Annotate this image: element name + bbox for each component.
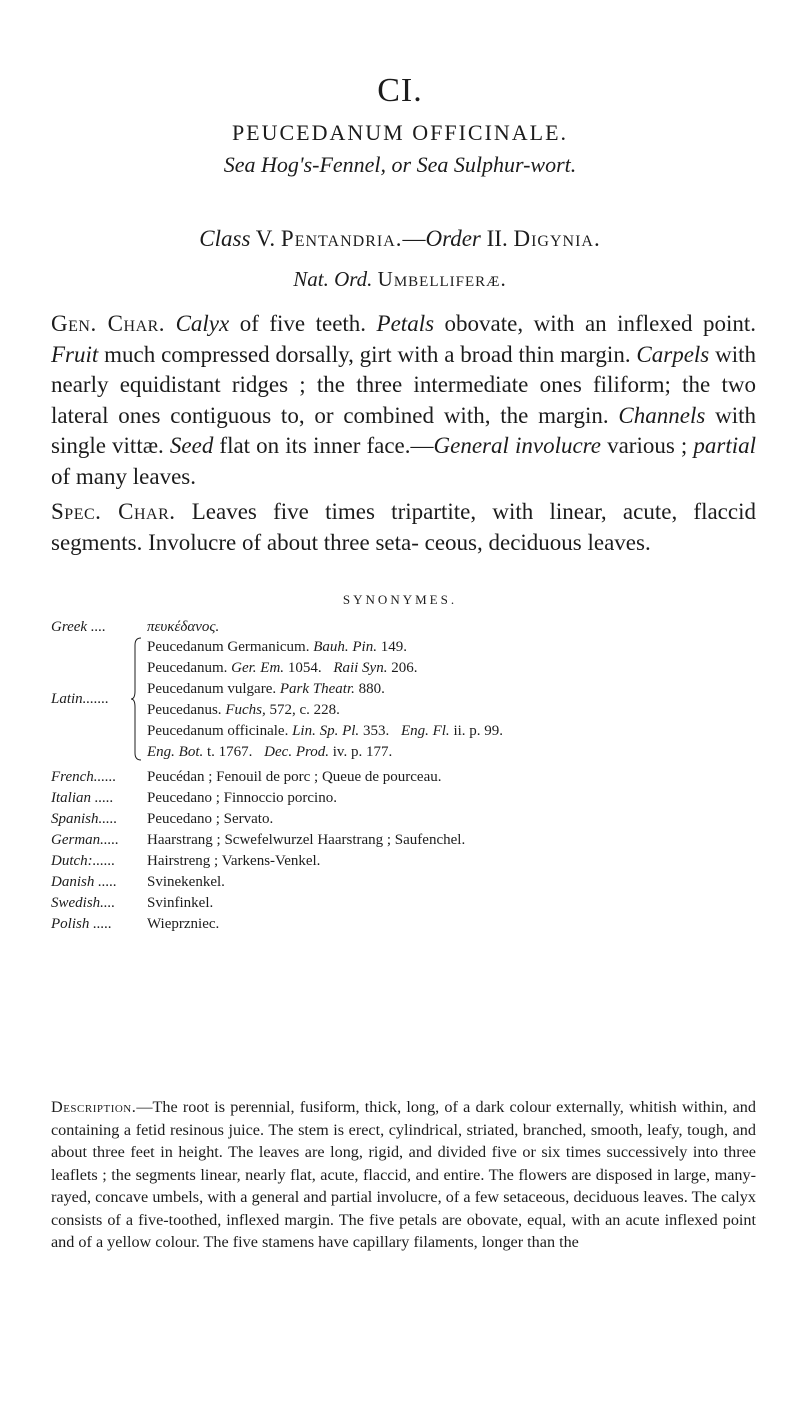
latin-synonym-name: Peucedanum. [147,660,232,676]
synonym-value: Peucédan ; Fenouil de porc ; Queue de pourceau. [147,769,442,785]
latin-synonym-ref: Park Theatr. [279,681,359,697]
class-value: V. [255,226,276,251]
natural-order [0,267,800,292]
latin-synonym-line [147,723,503,740]
generic-character-run: obovate, with an inflexed point. [434,311,757,336]
natural-order-value: Umbelliferæ. [377,267,507,291]
description-lead: Description. [51,1098,137,1116]
generic-character-run: of many leaves. [51,463,196,489]
synonym-language: Swedish.... [51,895,116,911]
latin-synonym-line [147,660,417,677]
latin-brace [131,637,143,761]
generic-character-run: Fruit [51,341,99,367]
class-name: Pentandria. [280,226,403,251]
latin-synonym-ref: Lin. Sp. Pl. [292,723,363,739]
generic-character-run: of five teeth. [229,311,377,336]
latin-synonym-num: 1054. [287,660,326,676]
generic-character-run: with single vittæ. [51,402,756,458]
latin-synonym-num2: ii. p. 99. [453,723,504,739]
class-label: Class [199,226,251,251]
latin-synonym-ref: Ger. Em. [231,660,288,676]
latin-synonym-name: Peucedanum officinale. [147,723,293,739]
synonym-language: Danish ..... [51,874,117,890]
generic-character-run: with nearly equidistant ridges ; the three intermediate ones filiform; the two lateral ones contiguous to, or combined with, the margin. [51,341,756,428]
latin-synonym-num: 572, c. 228. [269,702,340,718]
synonym-value: Peucedano ; Finnoccio porcino. [147,790,337,806]
specific-character-lead: Spec. Char. [51,499,176,524]
synonym-language: French...... [51,769,117,785]
common-name-subtitle: Sea Hog's-Fennel, or Sea Sulphur-wort. [223,152,577,177]
generic-character [51,309,756,492]
synonym-value: Haarstrang ; Scwefelwurzel Haarstrang ; Saufenchel. [147,832,466,848]
generic-character-run: flat on its inner face.— [213,433,434,458]
latin-synonym-name: Peucedanum Germanicum. [147,639,314,655]
synonym-language: Greek .... [51,619,106,635]
generic-character-run: Petals [376,311,435,336]
latin-synonym-ref: Eng. Bot. [147,744,207,760]
generic-character-run: Carpels [636,341,710,367]
generic-character-run: Channels [618,402,706,428]
description-text: —The root is perennial, fusiform, thick, long, of a dark colour externally, whitish within, and containing a fetid resinous juice. The stem is erect, cylindrical, striated, branched, smooth, leafy, tough, and about three feet in height. The leaves are long, rigid, and divided five or six times successively into three leaflets ; the segments linear, nearly flat, acute, flaccid, and entire. The flowers are disposed in large, many-rayed, concave umbels, with a general and partial involucre, of a few setaceous, deciduous leaves. The calyx consists of a five-toothed, inflexed margin. The five petals are obovate, equal, with an acute inflexed point and of a yellow colour. The five stamens have capillary filaments, longer than the [51,1098,756,1251]
synonym-value: Svinfinkel. [147,895,214,911]
latin-synonym-num: 880. [358,681,385,697]
order-name: Digynia. [513,226,601,251]
natural-order-label: Nat. Ord. [293,267,373,291]
latin-synonym-line [147,639,407,656]
latin-synonym-ref2: Eng. Fl. [400,723,454,739]
synonym-value: Wieprzniec. [147,916,220,932]
latin-synonym-num: 353. [362,723,393,739]
generic-character-run: Seed [169,433,214,458]
generic-character-run: partial [693,433,757,458]
synonym-language: Dutch:...... [51,853,116,869]
latin-synonym-line [147,702,340,719]
synonym-language: Polish ..... [51,916,112,932]
synonym-language: Italian ..... [51,790,114,806]
latin-synonym-num: t. 1767. [207,744,257,760]
generic-character-run: Calyx [175,311,230,336]
specific-character [51,497,756,558]
latin-synonym-ref2: Raii Syn. [333,660,392,676]
page-title: PEUCEDANUM OFFICINALE. [231,120,569,145]
latin-synonym-name: Peucedanus. [147,702,226,718]
generic-character-lead: Gen. Char. [51,311,166,336]
generic-character-run: various ; [600,433,694,458]
latin-synonym-ref: Bauh. Pin. [313,639,381,655]
synonym-language: Spanish..... [51,811,118,827]
synonym-language: German..... [51,832,119,848]
latin-synonym-ref2: Dec. Prod. [264,744,333,760]
classification-dash: — [402,226,426,251]
specific-character-text: Leaves five times tripartite, with linear, acute, flaccid segments. Involucre of about three seta- ceous, deciduous leaves. [51,499,756,555]
latin-synonym-line [147,744,392,761]
generic-character-run: General involucre [433,433,601,458]
generic-character-text [51,311,756,489]
latin-synonym-num: 149. [380,639,407,655]
latin-synonym-name: Peucedanum vulgare. [147,681,280,697]
generic-character-run: much compressed dorsally, girt with a broad thin margin. [98,341,637,367]
synonymes-table [51,619,771,1059]
latin-synonym-num2: iv. p. 177. [332,744,393,760]
synonymes-heading: SYNONYMES. [342,592,458,607]
synonym-value: Hairstreng ; Varkens-Venkel. [147,853,321,869]
order-label: Order [425,226,481,251]
latin-synonym-num2: 206. [391,660,418,676]
latin-synonym-line [147,681,385,698]
plate-number: CI. [377,72,423,109]
synonym-value: Svinekenkel. [147,874,225,890]
description-paragraph [51,1096,756,1254]
synonym-value: Peucedano ; Servato. [147,811,274,827]
latin-synonym-ref: Fuchs, [225,702,270,718]
linnaean-classification [0,226,800,252]
order-value: II. [486,226,508,251]
synonym-language: Latin....... [51,691,109,707]
synonym-value: πευκέδανος. [147,619,220,635]
